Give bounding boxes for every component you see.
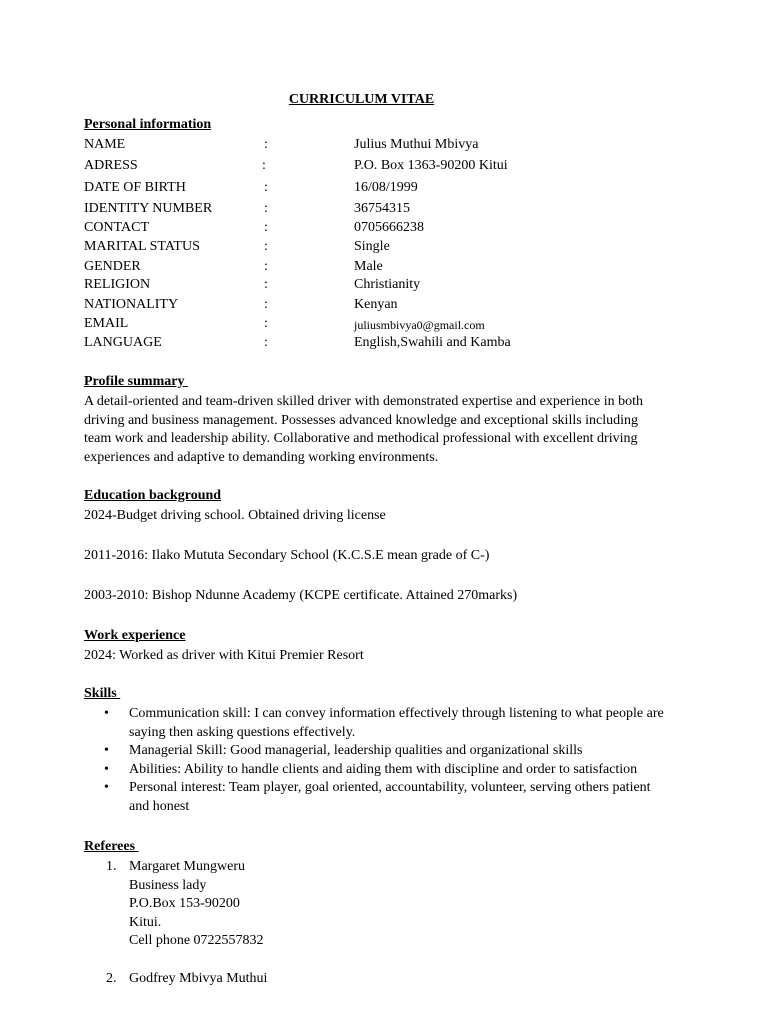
info-row-address [84, 158, 674, 176]
info-key: NATIONALITY [84, 297, 179, 312]
referee-address: P.O.Box 153-90200 [129, 896, 240, 911]
skill-text: Personal interest: Team player, goal oriented, accountability, volunteer, serving others patient and honest [129, 780, 651, 814]
referees-heading: Referees [84, 839, 139, 854]
education-heading: Education background [84, 488, 222, 503]
info-row-religion [84, 277, 674, 295]
work-item: 2024: Worked as driver with Kitui Premier Resort [84, 648, 364, 663]
skills-heading: Skills [84, 686, 121, 701]
info-row-marital [84, 239, 674, 257]
info-value: English,Swahili and Kamba [354, 335, 511, 350]
education-item: 2024-Budget driving school. Obtained driving license [84, 508, 386, 523]
info-key: LANGUAGE [84, 335, 162, 350]
info-sep: : [264, 259, 268, 274]
info-key: ADRESS [84, 158, 138, 173]
info-value: Julius Muthui Mbivya [354, 137, 479, 152]
info-value: 0705666238 [354, 220, 424, 235]
info-value-email: juliusmbivya0@gmail.com [354, 318, 485, 332]
info-value: Single [354, 239, 390, 254]
profile-summary-heading: Profile summary [84, 374, 188, 389]
referee-number: 2. [106, 970, 117, 986]
skills-list [84, 705, 674, 816]
referee-phone: Cell phone 0722557832 [129, 933, 264, 948]
skill-text: Communication skill: I can convey information effectively through listening to what people are saying then asking questions effectively. [129, 706, 664, 740]
info-key: EMAIL [84, 316, 129, 331]
info-key: RELIGION [84, 277, 151, 292]
info-sep: : [264, 316, 268, 331]
info-value: Male [354, 259, 383, 274]
bullet-icon: • [104, 761, 109, 777]
info-key: MARITAL STATUS [84, 239, 200, 254]
info-key: DATE OF BIRTH [84, 180, 186, 195]
info-key: IDENTITY NUMBER [84, 201, 213, 216]
info-value: 36754315 [354, 201, 410, 216]
skill-text: Abilities: Ability to handle clients and aiding them with discipline and order to satisfaction [129, 761, 638, 777]
document-title: CURRICULUM VITAE [288, 92, 435, 107]
info-sep: : [264, 239, 268, 254]
referee-name: Godfrey Mbivya Muthui [129, 970, 268, 986]
referee-occupation: Business lady [129, 877, 207, 893]
info-sep: : [264, 201, 268, 216]
info-sep: : [264, 180, 268, 195]
info-row-id [84, 201, 674, 219]
info-sep: : [262, 158, 266, 173]
skill-item [84, 742, 674, 761]
bullet-icon: • [104, 706, 109, 721]
referees-list [84, 858, 674, 988]
skill-item [84, 779, 674, 816]
info-row-gender [84, 259, 674, 277]
education-item: 2011-2016: Ilako Mututa Secondary School (K.C.S.E mean grade of C-) [84, 548, 490, 563]
info-value: P.O. Box 1363-90200 Kitui [354, 158, 508, 173]
info-sep: : [264, 137, 268, 152]
bullet-icon: • [104, 780, 109, 795]
referee-name: Margaret Mungweru [129, 859, 245, 874]
referee-item [84, 858, 674, 951]
profile-summary-text: A detail-oriented and team-driven skilled driver with demonstrated expertise and experience in both driving and business management. Possesses advanced knowledge and exceptional skills including team work and leadership ability. Collaborative and methodical professional with excellent driving experiences and adaptive to demanding working environments. [84, 394, 644, 465]
info-row-email [84, 316, 674, 334]
info-value: Christianity [354, 277, 421, 292]
info-row-name [84, 137, 674, 155]
skill-item [84, 761, 674, 780]
bullet-icon: • [104, 743, 109, 758]
info-sep: : [264, 277, 268, 292]
info-row-dob [84, 180, 674, 198]
education-item: 2003-2010: Bishop Ndunne Academy (KCPE certificate. Attained 270marks) [84, 588, 518, 603]
info-row-nationality [84, 297, 674, 315]
info-row-contact [84, 220, 674, 238]
info-key: NAME [84, 137, 126, 152]
info-sep: : [264, 220, 268, 235]
referee-item [84, 970, 674, 989]
info-key: CONTACT [84, 220, 149, 235]
skill-text: Managerial Skill: Good managerial, leadership qualities and organizational skills [129, 743, 583, 758]
personal-info-heading: Personal information [84, 117, 212, 132]
info-sep: : [264, 297, 268, 312]
referee-town: Kitui. [129, 914, 162, 930]
info-value: Kenyan [354, 297, 398, 312]
info-key: GENDER [84, 259, 141, 274]
skill-item [84, 705, 674, 742]
info-value: 16/08/1999 [354, 180, 418, 195]
info-sep: : [264, 335, 268, 350]
work-experience-heading: Work experience [84, 628, 186, 643]
referee-number: 1. [106, 859, 117, 874]
info-row-language [84, 335, 674, 353]
